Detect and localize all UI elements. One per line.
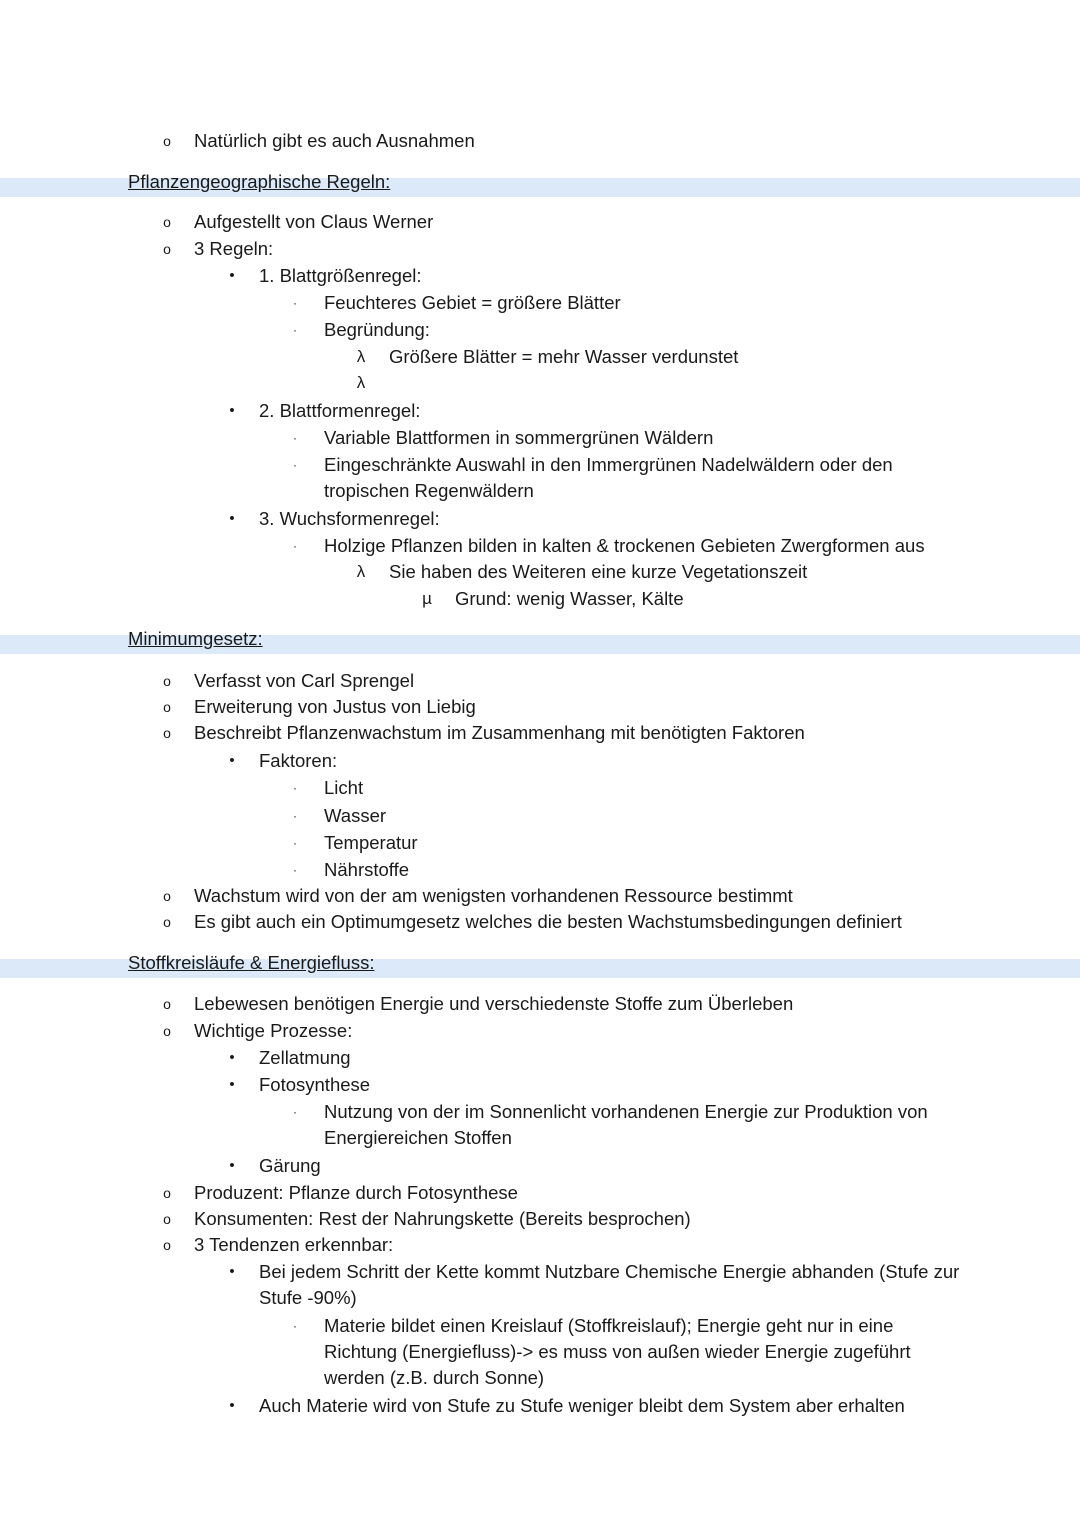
circle-bullet-icon: o <box>163 725 171 741</box>
bullet-icon: • <box>229 1397 235 1414</box>
dot-bullet-icon: · <box>293 539 297 553</box>
circle-bullet-icon: o <box>163 214 171 230</box>
bullet-icon: • <box>229 1263 235 1280</box>
bullet-icon: • <box>229 1076 235 1093</box>
section-heading: Pflanzengeographische Regeln: <box>128 171 391 192</box>
dot-bullet-icon: · <box>293 836 297 850</box>
dot-bullet-icon: · <box>293 296 297 310</box>
dot-bullet-icon: · <box>293 781 297 795</box>
circle-bullet-icon: o <box>163 1185 171 1201</box>
bullet-icon: • <box>229 752 235 769</box>
section-heading: Stoffkreisläufe & Energiefluss: <box>128 952 375 973</box>
circle-bullet-icon: o <box>163 1237 171 1253</box>
dot-bullet-icon: · <box>293 1105 297 1119</box>
circle-bullet-icon: o <box>163 1211 171 1227</box>
mu-bullet-icon: µ <box>422 589 432 608</box>
circle-bullet-icon: o <box>163 1023 171 1039</box>
bullet-icon: • <box>229 1157 235 1174</box>
lambda-bullet-icon: λ <box>356 562 366 581</box>
circle-bullet-icon: o <box>163 996 171 1012</box>
circle-bullet-icon: o <box>163 133 171 149</box>
dot-bullet-icon: · <box>293 431 297 445</box>
circle-bullet-icon: o <box>163 699 171 715</box>
lambda-bullet-icon: λ <box>356 347 366 366</box>
dot-bullet-icon: · <box>293 458 297 472</box>
dot-bullet-icon: · <box>293 863 297 877</box>
dot-bullet-icon: · <box>293 1319 297 1333</box>
section-heading: Minimumgesetz: <box>128 628 263 649</box>
dot-bullet-icon: · <box>293 323 297 337</box>
dot-bullet-icon: · <box>293 809 297 823</box>
lambda-bullet-icon: λ <box>356 373 366 392</box>
circle-bullet-icon: o <box>163 914 171 930</box>
circle-bullet-icon: o <box>163 888 171 904</box>
bullet-icon: • <box>229 402 235 419</box>
bullet-icon: • <box>229 510 235 527</box>
circle-bullet-icon: o <box>163 673 171 689</box>
bullet-icon: • <box>229 267 235 284</box>
bullet-icon: • <box>229 1049 235 1066</box>
circle-bullet-icon: o <box>163 241 171 257</box>
